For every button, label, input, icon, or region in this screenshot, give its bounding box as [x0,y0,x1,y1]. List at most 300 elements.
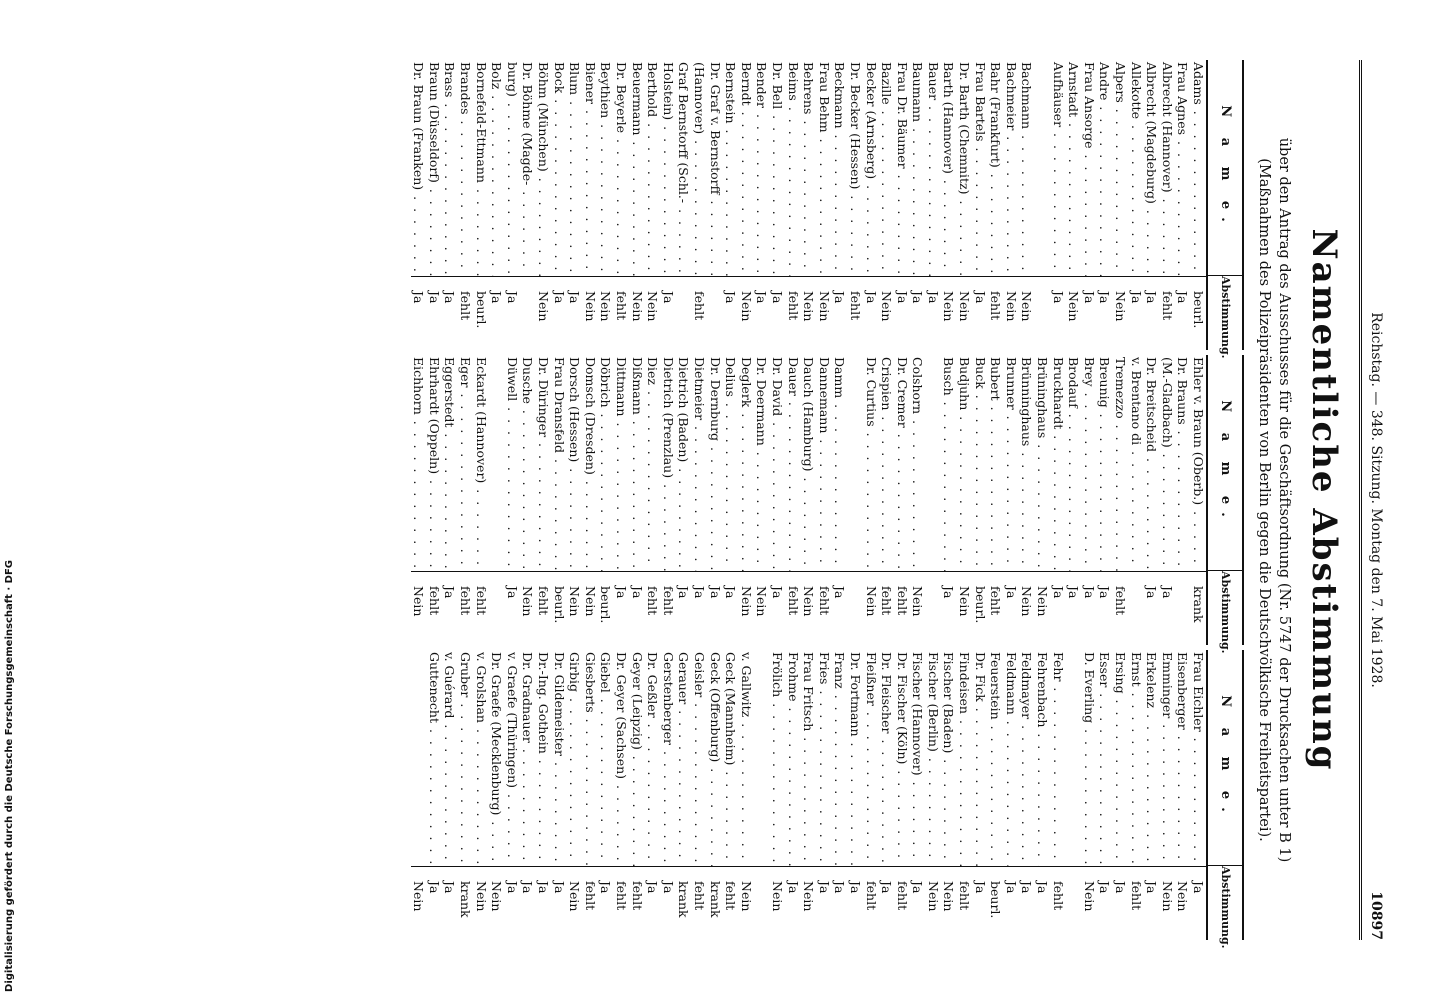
vote-row [1003,355,1019,645]
member-name: Dietmeier . . . [691,355,707,571]
vote-row [972,650,988,940]
vote-value: Nein [1019,276,1035,350]
vote-row [988,355,1004,645]
member-name: Frau Eichler . . . [1190,650,1206,866]
vote-row [941,60,957,350]
vote-row [691,355,707,645]
vote-row [801,650,817,940]
member-name: Emminger . . . [1159,650,1175,866]
vote-value: fehlt [894,866,910,940]
member-name: Dr. Bell . . . [769,60,785,276]
vote-row [1034,355,1050,645]
member-name: Dr. Düringer . . . [535,355,551,571]
vote-value: fehlt [894,571,910,645]
vote-value: fehlt [863,866,879,940]
vote-row [567,355,583,645]
vote-value: krank [676,866,692,940]
vote-row [676,60,692,350]
vote-value: Ja [535,866,551,940]
vote-value [1034,276,1050,350]
vote-row [707,355,723,645]
member-name: Dauch (Hamburg) . . . [801,355,817,571]
vote-value: Nein [957,276,973,350]
vote-value: fehlt [1050,866,1066,940]
member-name: Berthold . . . [645,60,661,276]
page-number: 10897 [1368,891,1384,940]
member-name: Bruckhardt . . . [1050,355,1066,571]
member-name: Bubert . . . [988,355,1004,571]
member-name: Alpers . . . [1112,60,1128,276]
vote-row [801,355,817,645]
vote-row [1175,650,1191,940]
vote-row [504,650,520,940]
vote-value [489,571,505,645]
member-name: Ehrhardt (Oppeln) . . . [426,355,442,571]
member-name: Brunner . . . [1003,355,1019,571]
vote-row [442,355,458,645]
vote-value: Nein [1066,276,1082,350]
member-name: Findeisen . . . [957,650,973,866]
vote-row [707,60,723,350]
vote-row [520,650,536,940]
vote-value: Ja [660,866,676,940]
member-name: Dauer . . . [785,355,801,571]
vote-value: Ja [1066,571,1082,645]
member-name: Crispien . . . [879,355,895,571]
vote-row [629,60,645,350]
vote-value: fehlt [613,866,629,940]
member-name: Beims . . . [785,60,801,276]
subtitle-line-1: über den Antrag des Ausschusses für die Geschäftsordnung (Nr. 5747 der Drucksachen unter B 1) [1276,137,1292,863]
vote-row [863,650,879,940]
vote-value: Ja [504,276,520,350]
vote-row [458,60,474,350]
vote-row [754,355,770,645]
vote-row [972,60,988,350]
vote-row [988,650,1004,940]
vote-value: Nein [801,571,817,645]
vote-value: Nein [1175,866,1191,940]
vote-value: Nein [1019,571,1035,645]
vote-value: Nein [411,866,427,940]
member-name: Ernst . . . [1128,650,1144,866]
vote-table [354,60,1244,949]
vote-row [941,650,957,940]
member-name: Dißmann . . . [629,355,645,571]
member-name: Fehrenbach . . . [1034,650,1050,866]
vote-row [426,650,442,940]
member-name: Dr. Geßler . . . [645,650,661,866]
vote-value: Nein [1159,866,1175,940]
vote-value: Ja [941,571,957,645]
vote-row [676,355,692,645]
vote-row [1050,650,1066,940]
vote-row [613,650,629,940]
vote-row [1081,355,1097,645]
member-name: Gruber . . . [458,650,474,866]
vote-row [582,355,598,645]
vote-value [676,276,692,350]
header-vote: Abstimmung. [1208,275,1242,350]
member-name: Feuerstein . . . [988,650,1004,866]
vote-value [1066,866,1082,940]
vote-row [738,355,754,645]
member-name: Fehr . . . [1050,650,1066,866]
vote-value: Nein [941,866,957,940]
vote-row [1112,355,1128,645]
vote-row [1128,60,1144,350]
vote-row [598,60,614,350]
vote-row [442,60,458,350]
member-name: Dr. Fleischer . . . [879,650,895,866]
member-name: Damm . . . [832,355,848,571]
member-name: Brünninghaus . . . [1019,355,1035,571]
vote-value: Nein [520,571,536,645]
vote-row [1019,650,1035,940]
vote-value: Ja [769,276,785,350]
header-vote: Abstimmung. [1208,865,1242,940]
vote-row [754,650,770,940]
vote-value: Ja [645,866,661,940]
vote-row [613,355,629,645]
vote-value: Ja [832,866,848,940]
member-name: Buck . . . [972,355,988,571]
vote-value: Nein [1112,276,1128,350]
digitization-note: Digitalisierung gefördert durch die Deutsche Forschungsgemeinschaft · DFG [4,560,15,992]
member-name: Berndt . . . [738,60,754,276]
vote-value: Nein [629,276,645,350]
member-name: Behrens . . . [801,60,817,276]
vote-value: Ja [504,571,520,645]
header-vote: Abstimmung. [1208,570,1242,645]
vote-row [1081,650,1097,940]
vote-row [1144,355,1160,645]
member-name: Adams . . . [1190,60,1206,276]
vote-row [957,60,973,350]
member-name: Brodauf . . . [1066,355,1082,571]
vote-row [598,650,614,940]
vote-value [754,866,770,940]
member-name: Giesberts . . . [582,650,598,866]
vote-value: Nein [738,866,754,940]
vote-value: Ja [894,276,910,350]
vote-value: Ja [1050,571,1066,645]
vote-row [1003,650,1019,940]
member-name: Guttenecht . . . [426,650,442,866]
vote-row [785,355,801,645]
vote-value: Ja [442,276,458,350]
vote-row [910,355,926,645]
vote-value: Nein [598,276,614,350]
vote-value: Nein [1034,571,1050,645]
vote-row [551,650,567,940]
vote-row [1066,650,1082,940]
member-name: burg) . . . [504,60,520,276]
member-name: Frohme . . . [785,650,801,866]
vote-value: fehlt [426,571,442,645]
vote-row [551,355,567,645]
vote-row [816,650,832,940]
member-name: Gerauer . . . [676,650,692,866]
vote-row [1159,650,1175,940]
vote-row [1003,60,1019,350]
vote-value: Ja [925,276,941,350]
member-name: (Hannover) . . . [691,60,707,276]
vote-value: Ja [489,276,505,350]
vote-value: fehlt [582,866,598,940]
member-name: Busch . . . [941,355,957,571]
header-name: N a m e. [1218,400,1233,525]
member-name: Dr. Deermann . . . [754,355,770,571]
member-name: Dr. Braun (Franken) . . . [411,60,427,276]
member-name: Colshorn . . . [910,355,926,571]
vote-row [879,355,895,645]
vote-row [1034,60,1050,350]
vote-value: Ja [1081,571,1097,645]
member-name: Beythien . . . [598,60,614,276]
member-name: Beuermann . . . [629,60,645,276]
vote-row [535,60,551,350]
vote-row [816,60,832,350]
member-name: Bahr (Frankfurt) . . . [988,60,1004,276]
vote-row [489,60,505,350]
vote-row [925,650,941,940]
vote-value: fehlt [723,866,739,940]
vote-value: Nein [910,571,926,645]
member-name: Böhm (München) . . . [535,60,551,276]
vote-value: Ja [910,866,926,940]
vote-value: Ja [613,571,629,645]
vote-value: fehlt [1159,276,1175,350]
member-name: v. Gallwitz . . . [738,650,754,866]
vote-value: Ja [551,866,567,940]
member-name: Dr. Breitscheid . . . [1144,355,1160,571]
vote-value: beurl. [473,276,489,350]
vote-row [426,60,442,350]
vote-row [1190,60,1206,350]
member-name: Dittmann . . . [613,355,629,571]
member-name: Eggerstedt . . . [442,355,458,571]
vote-value: Nein [411,571,427,645]
vote-value: Ja [411,276,427,350]
vote-value: Ja [1175,276,1191,350]
vote-value: Ja [769,571,785,645]
vote-value: fehlt [879,571,895,645]
vote-row [1175,355,1191,645]
vote-value: krank [458,866,474,940]
vote-row [1190,650,1206,940]
member-name: Fleißner . . . [863,650,879,866]
vote-row [832,355,848,645]
vote-row [629,650,645,940]
column-header [1206,355,1242,654]
vote-value: fehlt [691,866,707,940]
vote-value: Nein [957,571,973,645]
member-name: v. Guérard . . . [442,650,458,866]
vote-row [411,650,427,940]
vote-value: Nein [879,276,895,350]
vote-row [1019,60,1035,350]
member-name: Braun (Düsseldorf) . . . [426,60,442,276]
vote-row [769,355,785,645]
vote-row [785,650,801,940]
member-name: Dr. Gildemeister . . . [551,650,567,866]
vote-value: Ja [1159,571,1175,645]
vote-row [411,355,427,645]
member-name: Bachmann . . . [1019,60,1035,276]
vote-row [567,60,583,350]
running-title: Reichstag. — 348. Sitzung. Montag den 7. Mai 1928. [1368,312,1384,688]
member-name: Allekotte . . . [1128,60,1144,276]
vote-row [847,650,863,940]
vote-value: Nein [473,866,489,940]
member-name: Dietrich (Prenzlau) . . . [660,355,676,571]
vote-value: Nein [489,866,505,940]
member-name: Dr. Cremer . . . [894,355,910,571]
vote-row [894,60,910,350]
member-name: Tremezzo . . . [1112,355,1128,571]
vote-row [645,355,661,645]
vote-value: Ja [1050,276,1066,350]
member-name: Geck (Mannheim) . . . [723,650,739,866]
member-name: Frau Bartels . . . [972,60,988,276]
member-name: Becker (Arnsberg) . . . [863,60,879,276]
vote-value: Ja [1003,571,1019,645]
vote-value: Ja [1097,571,1113,645]
member-name: Brandes . . . [458,60,474,276]
member-name: v. Graefe (Thüringen) . . . [504,650,520,866]
member-name: Dr. Gradnauer . . . [520,650,536,866]
vote-value: Ja [442,866,458,940]
member-name: Dr. Dernburg . . . [707,355,723,571]
member-name: Dr. Fortmann . . . [847,650,863,866]
vote-row [894,650,910,940]
vote-row [879,60,895,350]
vote-row [660,60,676,350]
member-name: D. Everling . . . [1081,650,1097,866]
member-name: Bernstein . . . [723,60,739,276]
vote-value: fehlt [535,571,551,645]
member-name: Bolz . . . [489,60,505,276]
vote-value: fehlt [691,276,707,350]
vote-value: Nein [582,571,598,645]
member-name: Diez . . . [645,355,661,571]
vote-value: Ja [832,276,848,350]
vote-row [567,650,583,940]
member-name: Dr. Geyer (Sachsen) . . . [613,650,629,866]
vote-row [801,60,817,350]
member-name: Eichhorn . . . [411,355,427,571]
member-name: Dr. Graefe (Mecklenburg) . . . [489,650,505,866]
member-name: Düwell . . . [504,355,520,571]
vote-value: Nein [769,866,785,940]
member-name: Bazille . . . [879,60,895,276]
vote-value [707,276,723,350]
vote-row [816,355,832,645]
member-name: Fischer (Baden) . . . [941,650,957,866]
vote-value: Nein [582,276,598,350]
member-name: Holstein) . . . [660,60,676,276]
vote-value: beurl. [551,571,567,645]
member-name: Bauer . . . [925,60,941,276]
vote-value: krank [1190,571,1206,645]
member-name: Dr. Fick . . . [972,650,988,866]
vote-row [738,60,754,350]
vote-value: krank [707,866,723,940]
vote-value: Ja [629,571,645,645]
vote-row [738,650,754,940]
vote-row [426,355,442,645]
vote-value: Ja [691,571,707,645]
vote-value: Nein [925,866,941,940]
member-name: (M.-Gladbach) . . . [1159,355,1175,571]
vote-value: fehlt [645,571,661,645]
member-name: Delius . . . [723,355,739,571]
member-name: Geyer (Leipzig) . . . [629,650,645,866]
vote-value: beurl. [598,571,614,645]
vote-value: fehlt [847,276,863,350]
vote-row [582,650,598,940]
vote-row [629,355,645,645]
vote-row [1097,355,1113,645]
vote-row [520,355,536,645]
member-name: Girbig . . . [567,650,583,866]
member-name: Albrecht (Hannover) . . . [1159,60,1175,276]
member-name: Biener . . . [582,60,598,276]
vote-value: Nein [645,276,661,350]
vote-value: Nein [941,276,957,350]
member-name: Dr. Fischer (Köln) . . . [894,650,910,866]
vote-column-2 [411,355,1244,654]
member-name: Giebel . . . [598,650,614,866]
member-name: Dusche . . . [520,355,536,571]
vote-row [411,60,427,350]
vote-value: Ja [910,276,926,350]
member-name: Erkelenz . . . [1144,650,1160,866]
vote-value: Ja [660,276,676,350]
member-name: Frölich . . . [769,650,785,866]
vote-row [754,60,770,350]
vote-column-1 [411,60,1244,359]
member-name: Bornefeld-Ettmann . . . [473,60,489,276]
vote-value: Ja [426,866,442,940]
vote-row [1159,355,1175,645]
vote-row [1050,60,1066,350]
vote-row [1112,60,1128,350]
vote-value: Ja [723,276,739,350]
vote-row [660,650,676,940]
vote-row [598,355,614,645]
member-name: Esser . . . [1097,650,1113,866]
vote-row [582,60,598,350]
vote-row [1144,650,1160,940]
vote-row [941,355,957,645]
member-name: Graf Bernstorff (Schl.- . . . [676,60,692,276]
member-name: Albrecht (Magdeburg) . . . [1144,60,1160,276]
running-header [1359,60,1384,940]
vote-value: fehlt [957,866,973,940]
vote-value: fehlt [629,866,645,940]
vote-value: Ja [1190,866,1206,940]
member-name: Fischer (Berlin) . . . [925,650,941,866]
member-name: Feldmann . . . [1003,650,1019,866]
vote-row [847,355,863,645]
vote-value: Ja [520,866,536,940]
vote-value: Ja [1019,866,1035,940]
vote-value [1128,571,1144,645]
vote-value: Nein [567,866,583,940]
vote-row [879,650,895,940]
